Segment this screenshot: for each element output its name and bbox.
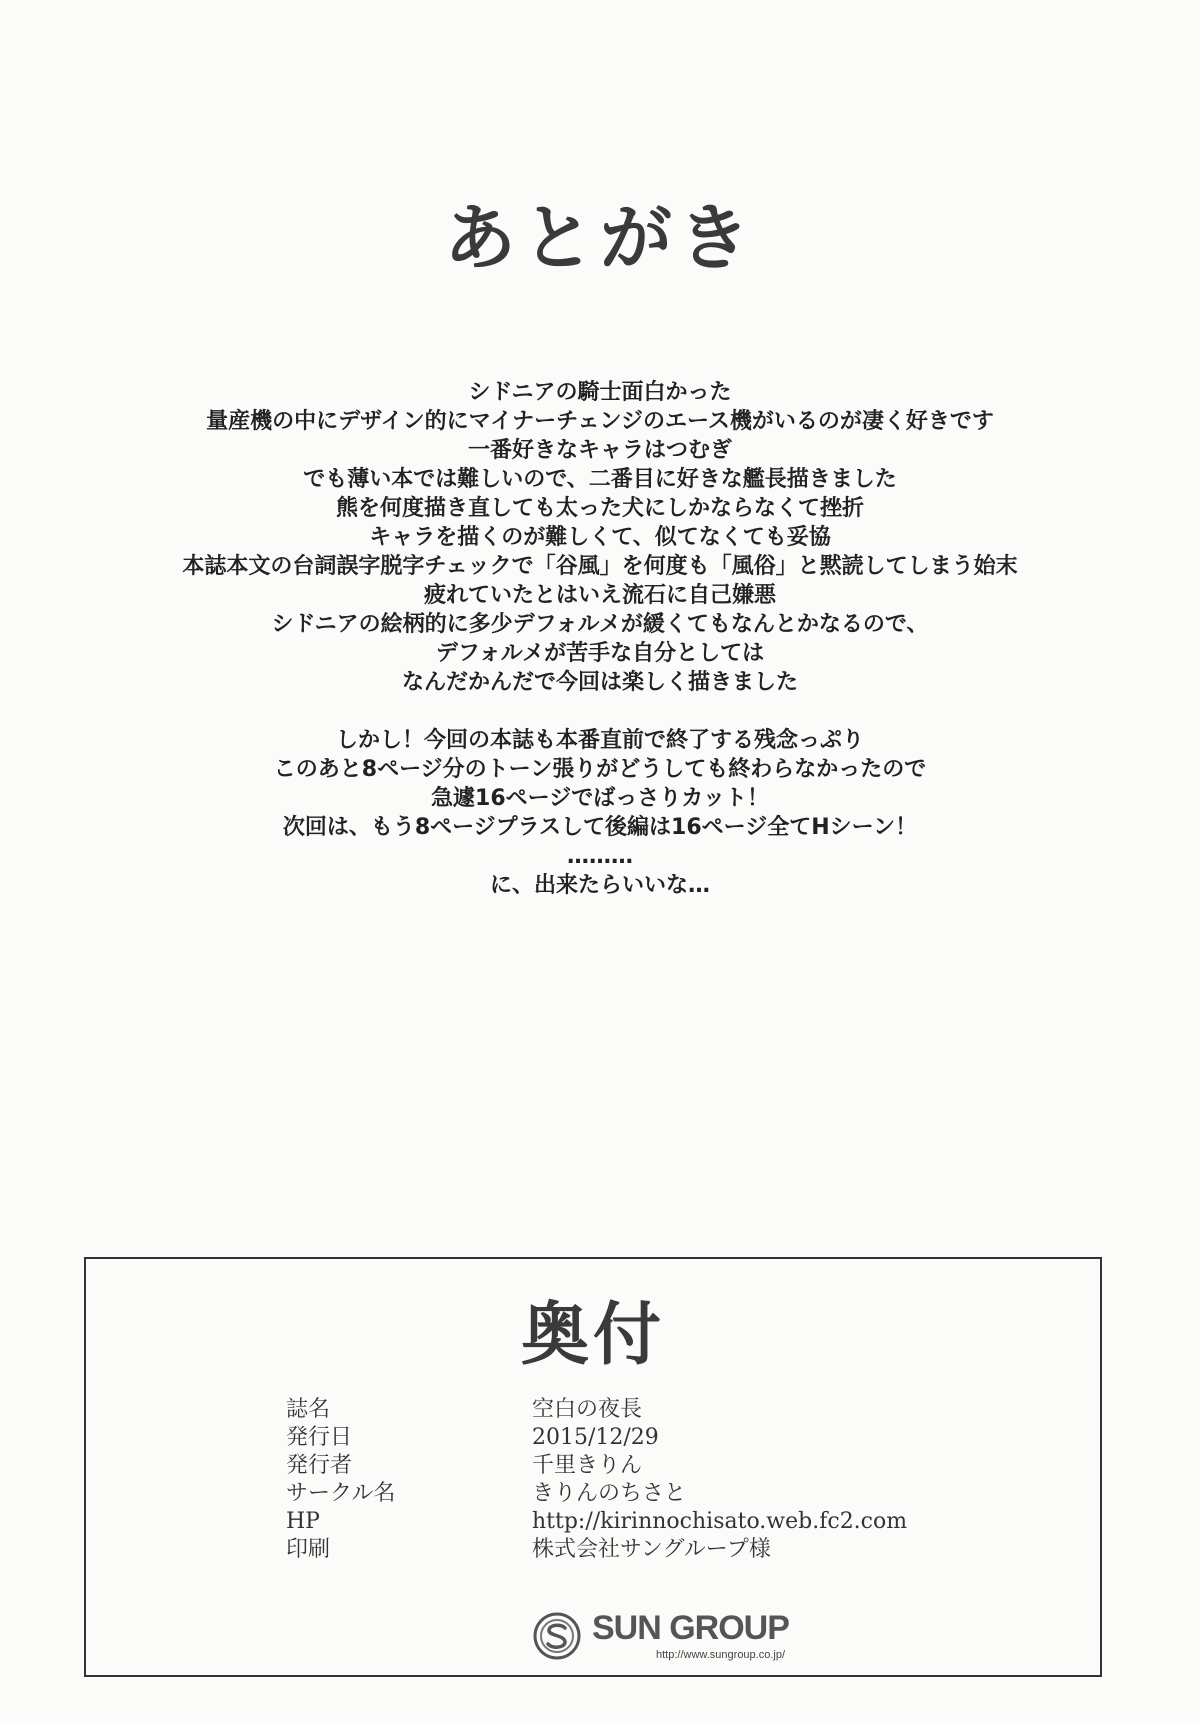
afterword-line: 次回は、もう8ページプラスして後編は16ページ全てHシーン！ — [282, 815, 918, 840]
paragraph-gap — [60, 697, 1140, 726]
afterword-body — [60, 378, 1140, 900]
colophon-label: サークル名 — [286, 1481, 396, 1506]
afterword-line: キャラを描くのが難しくて、似てなくても妥協 — [369, 525, 831, 550]
afterword-line: でも薄い本では難しいので、二番目に好きな艦長描きました — [303, 467, 897, 492]
homepage-link: http://kirinnochisato.web.fc2.com — [532, 1509, 908, 1534]
afterword-line: 急遽16ページでばっさりカット！ — [431, 786, 769, 811]
afterword-line: 疲れていたとはいえ流石に自己嫌悪 — [423, 583, 776, 608]
afterword-line: デフォルメが苦手な自分としては — [435, 641, 765, 666]
colophon-value: 株式会社サングループ様 — [532, 1537, 771, 1562]
sun-group-logo — [532, 1607, 872, 1667]
colophon-label: 誌名 — [286, 1397, 331, 1422]
colophon-row-publisher — [286, 1452, 907, 1480]
afterword-line: に、出来たらいいな… — [489, 873, 710, 898]
afterword-line: シドニアの騎士面白かった — [468, 380, 732, 405]
colophon-row-date — [286, 1424, 907, 1452]
colophon-row-circle — [286, 1480, 907, 1508]
afterword-line: なんだかんだで今回は楽しく描きました — [401, 670, 798, 695]
afterword-line: 熊を何度描き直しても太った犬にしかならなくて挫折 — [335, 496, 864, 521]
colophon-title: 奥付 — [520, 1295, 665, 1375]
sun-group-logo-icon — [532, 1611, 582, 1661]
colophon-label: 発行者 — [286, 1453, 353, 1478]
colophon-row-printer — [286, 1536, 907, 1564]
afterword-line: 一番好きなキャラはつむぎ — [467, 438, 732, 463]
colophon-label: 印刷 — [286, 1537, 331, 1562]
colophon-label: HP — [286, 1509, 320, 1534]
colophon-row-homepage — [286, 1508, 907, 1536]
colophon-value: 千里きりん — [532, 1453, 643, 1478]
afterword-title: あとがき — [443, 195, 756, 280]
afterword-line: このあと8ページ分のトーン張りがどうしても終わらなかったので — [273, 757, 927, 782]
colophon-value: 空白の夜長 — [532, 1397, 643, 1422]
sun-group-url: http://www.sungroup.co.jp/ — [656, 1649, 786, 1661]
colophon-value: 2015/12/29 — [532, 1425, 659, 1450]
afterword-line: シドニアの絵柄的に多少デフォルメが緩くてもなんとかなるので、 — [271, 612, 929, 637]
sun-group-logo-text: SUN GROUP — [592, 1609, 789, 1647]
afterword-line: ……… — [567, 844, 633, 869]
colophon-row-title — [286, 1396, 907, 1424]
colophon-info — [286, 1396, 907, 1564]
afterword-line: 量産機の中にデザイン的にマイナーチェンジのエース機がいるのが凄く好きです — [206, 409, 994, 434]
colophon-label: 発行日 — [286, 1425, 353, 1450]
afterword-line: しかし！今回の本誌も本番直前で終了する残念っぷり — [335, 728, 864, 753]
colophon-box — [84, 1257, 1102, 1677]
colophon-value: きりんのちさと — [532, 1481, 687, 1506]
afterword-line: 本誌本文の台詞誤字脱字チェックで「谷風」を何度も「風俗」と黙読してしまう始末 — [182, 554, 1018, 579]
